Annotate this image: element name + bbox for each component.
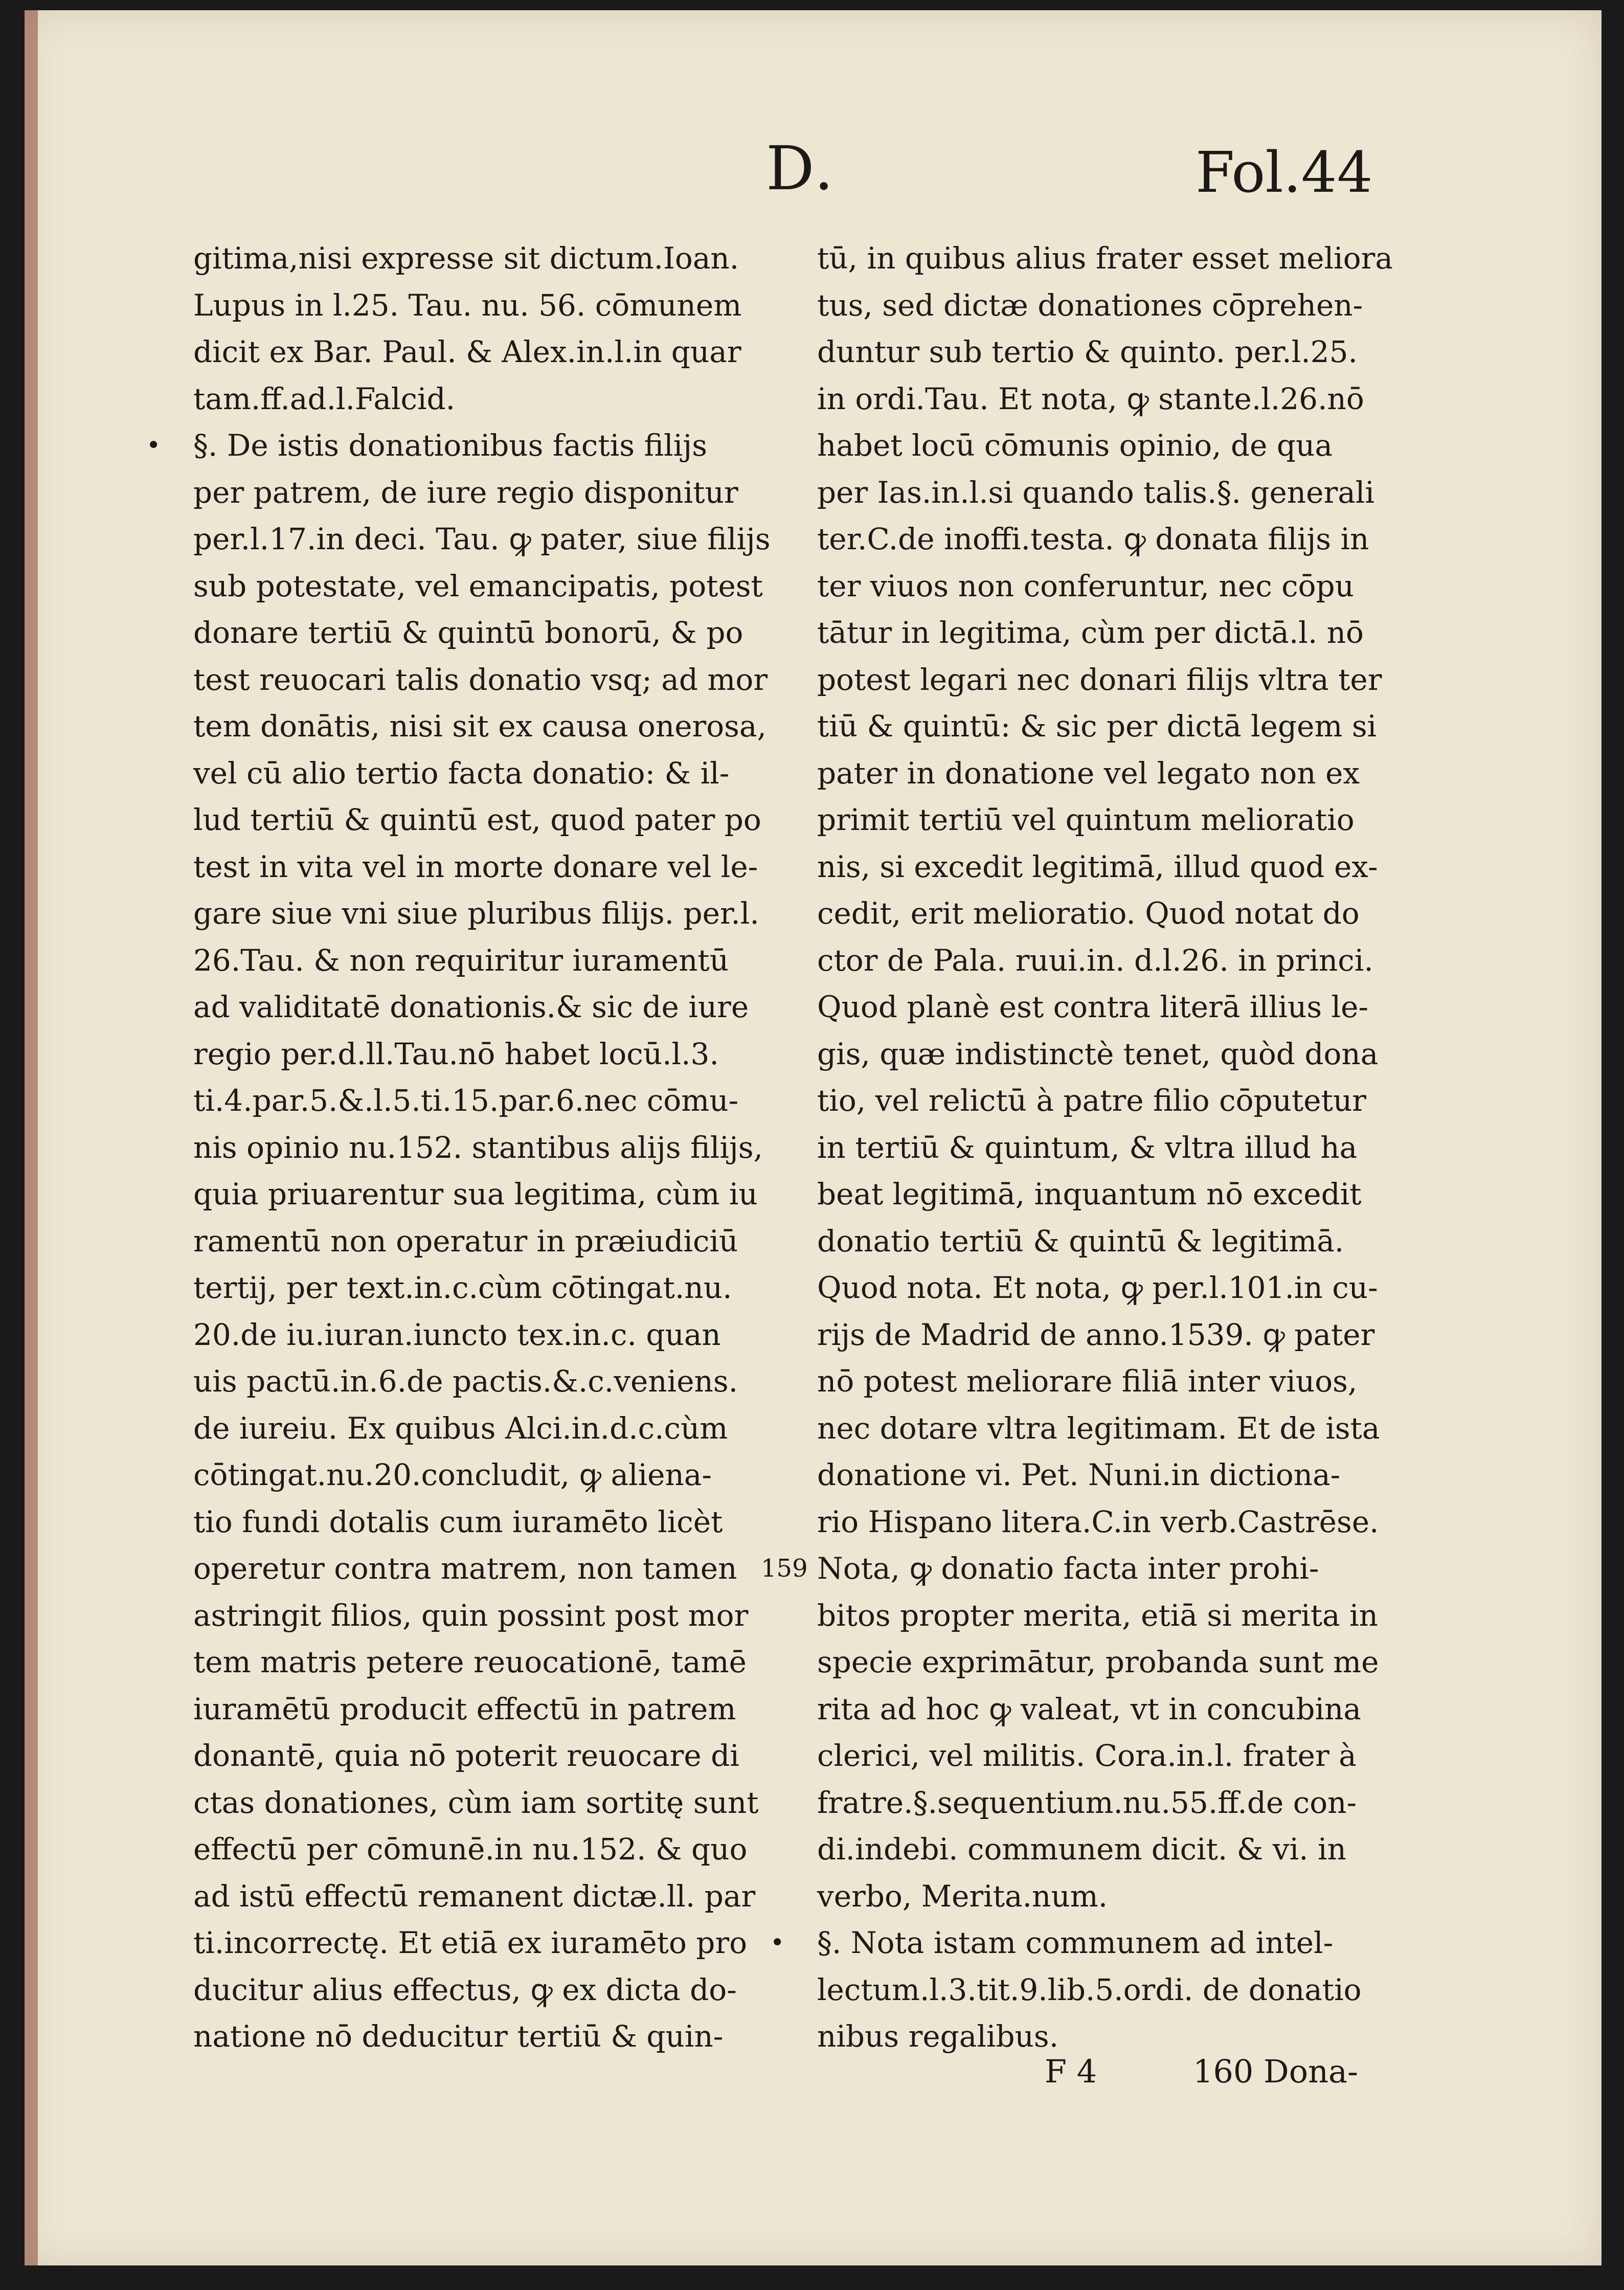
line-text: iuramētū producit effectū in patrem <box>193 1691 736 1726</box>
text-line <box>817 1077 1410 1125</box>
text-line <box>817 329 1410 376</box>
text-line <box>817 984 1410 1031</box>
text-line <box>193 329 786 376</box>
right-text-column <box>761 235 1410 2060</box>
line-text: tio fundi dotalis cum iuramēto licèt <box>193 1504 723 1539</box>
line-text: dicit ex Bar. Paul. & Alex.in.l.in quar <box>193 334 741 369</box>
text-line <box>193 2013 786 2060</box>
line-text: tem donātis, nisi sit ex causa onerosa, <box>193 709 766 744</box>
text-line <box>817 1967 1410 2014</box>
text-line <box>817 937 1410 984</box>
line-text: gitima,nisi expresse sit dictum.Ioan. <box>193 241 739 276</box>
text-line <box>193 844 786 891</box>
text-line <box>817 1686 1410 1733</box>
text-line <box>817 844 1410 891</box>
line-text: sub potestate, vel emancipatis, potest <box>193 568 763 603</box>
text-line <box>817 1873 1410 1920</box>
line-text: quia priuarentur sua legitima, cùm iu <box>193 1177 758 1211</box>
text-line <box>193 1920 786 1967</box>
line-text: per.l.17.in deci. Tau. ꝙ pater, siue filijs <box>193 522 771 556</box>
text-line <box>817 1171 1410 1218</box>
line-text: tam.ff.ad.l.Falcid. <box>193 381 456 416</box>
binding-edge <box>25 10 38 2265</box>
line-text: rita ad hoc ꝙ valeat, vt in concubina <box>817 1691 1361 1726</box>
line-text: nec dotare vltra legitimam. Et de ista <box>817 1410 1380 1446</box>
text-line <box>817 422 1410 469</box>
line-text: verbo, Merita.num. <box>817 1878 1108 1914</box>
text-line <box>761 1545 1410 1592</box>
text-line <box>817 1405 1410 1452</box>
line-text: lud tertiū & quintū est, quod pater po <box>193 802 761 837</box>
signature-mark: F 4 <box>1045 2053 1097 2090</box>
line-text: cōtingat.nu.20.concludit, ꝙ aliena- <box>193 1457 712 1492</box>
text-line <box>193 1826 786 1873</box>
text-line <box>817 1592 1410 1640</box>
running-head-letter: D. <box>766 133 836 204</box>
text-line <box>146 422 786 469</box>
line-text: vel cū alio tertio facta donatio: & il- <box>193 755 730 791</box>
text-line <box>193 984 786 1031</box>
text-line <box>193 703 786 750</box>
line-text: gis, quæ indistinctè tenet, quòd dona <box>817 1036 1379 1071</box>
text-line <box>817 797 1410 844</box>
text-line <box>817 750 1410 797</box>
line-text: tio, vel relictū à patre filio cōputetur <box>817 1083 1367 1118</box>
paragraph-bullet-icon: • <box>770 1928 785 1957</box>
folio-number: Fol.44 <box>1196 140 1373 205</box>
text-line <box>817 1031 1410 1078</box>
text-line <box>193 1780 786 1827</box>
text-line <box>193 516 786 563</box>
text-line <box>193 376 786 423</box>
text-line <box>817 1358 1410 1405</box>
text-line <box>817 516 1410 563</box>
line-text: test in vita vel in morte donare vel le- <box>193 849 758 884</box>
line-text: Quod nota. Et nota, ꝙ per.l.101.in cu- <box>817 1270 1378 1305</box>
line-text: beat legitimā, inquantum nō excedit <box>817 1177 1362 1211</box>
line-text: in tertiū & quintum, & vltra illud ha <box>817 1130 1358 1165</box>
text-line <box>193 563 786 610</box>
line-text: donatio tertiū & quintū & legitimā. <box>817 1223 1344 1259</box>
line-text: Nota, ꝙ donatio facta inter prohi- <box>817 1551 1319 1586</box>
text-line <box>817 1452 1410 1499</box>
line-text: lectum.l.3.tit.9.lib.5.ordi. de donatio <box>817 1972 1362 2007</box>
text-line <box>817 1733 1410 1780</box>
line-text: rio Hispano litera.C.in verb.Castrēse. <box>817 1504 1379 1539</box>
text-line <box>817 610 1410 657</box>
line-text: ad validitatē donationis.& sic de iure <box>193 990 749 1024</box>
margin-number: 159 <box>761 1554 808 1583</box>
text-line <box>193 1873 786 1920</box>
line-text: ramentū non operatur in præiudiciū <box>193 1223 738 1259</box>
line-text: 26.Tau. & non requiritur iuramentū <box>193 942 729 978</box>
text-line <box>193 1031 786 1078</box>
left-text-column <box>146 235 786 2060</box>
text-line <box>193 797 786 844</box>
line-text: tus, sed dictæ donationes cōprehen- <box>817 287 1363 323</box>
text-line <box>193 1358 786 1405</box>
text-line <box>817 657 1410 704</box>
line-text: pater in donatione vel legato non ex <box>817 755 1360 791</box>
text-line <box>817 1639 1410 1686</box>
line-text: Quod planè est contra literā illius le- <box>817 990 1369 1024</box>
line-text: §. Nota istam communem ad intel- <box>817 1925 1334 1960</box>
line-text: nis opinio nu.152. stantibus alijs filijs, <box>193 1130 763 1165</box>
text-line <box>193 1218 786 1265</box>
text-line <box>817 1125 1410 1172</box>
text-line <box>193 1686 786 1733</box>
text-line <box>817 469 1410 517</box>
line-text: donantē, quia nō poterit reuocare di <box>193 1738 739 1773</box>
text-line <box>193 1312 786 1359</box>
text-line <box>193 1405 786 1452</box>
line-text: 20.de iu.iuran.iuncto tex.in.c. quan <box>193 1317 721 1352</box>
line-text: ad istū effectū remanent dictæ.ll. par <box>193 1878 756 1914</box>
text-line <box>193 1967 786 2014</box>
line-text: §. De istis donationibus factis filijs <box>193 428 707 463</box>
line-text: tem matris petere reuocationē, tamē <box>193 1645 747 1679</box>
paragraph-bullet-icon: • <box>146 431 161 460</box>
line-text: ctor de Pala. ruui.in. d.l.26. in princi. <box>817 942 1373 978</box>
line-text: nis, si excedit legitimā, illud quod ex- <box>817 849 1378 884</box>
line-text: de iureiu. Ex quibus Alci.in.d.c.cùm <box>193 1410 728 1446</box>
text-line <box>193 610 786 657</box>
line-text: potest legari nec donari filijs vltra ter <box>817 662 1382 697</box>
text-line <box>817 376 1410 423</box>
line-text: in ordi.Tau. Et nota, ꝙ stante.l.26.nō <box>817 381 1364 416</box>
line-text: operetur contra matrem, non tamen <box>193 1551 737 1586</box>
line-text: habet locū cōmunis opinio, de qua <box>817 428 1333 463</box>
text-line <box>193 1639 786 1686</box>
line-text: cedit, erit melioratio. Quod notat do <box>817 896 1360 931</box>
line-text: ctas donationes, cùm iam sortitę sunt <box>193 1785 759 1820</box>
line-text: fratre.§.sequentium.nu.55.ff.de con- <box>817 1785 1357 1820</box>
line-text: tū, in quibus alius frater esset meliora <box>817 241 1393 276</box>
line-text: clerici, vel militis. Cora.in.l. frater à <box>817 1738 1357 1773</box>
line-text: test reuocari talis donatio vsq; ad mor <box>193 662 768 697</box>
text-line <box>193 890 786 937</box>
line-text: bitos propter merita, etiā si merita in <box>817 1598 1378 1633</box>
line-text: uis pactū.in.6.de pactis.&.c.veniens. <box>193 1364 738 1399</box>
book-page <box>25 10 1602 2265</box>
line-text: primit tertiū vel quintum melioratio <box>817 802 1355 837</box>
line-text: duntur sub tertio & quinto. per.l.25. <box>817 334 1358 369</box>
text-line <box>817 563 1410 610</box>
line-text: natione nō deducitur tertiū & quin- <box>193 2019 724 2054</box>
text-line <box>193 469 786 517</box>
text-line <box>193 1452 786 1499</box>
text-line <box>193 937 786 984</box>
text-line <box>193 750 786 797</box>
text-line <box>817 1265 1410 1312</box>
text-line <box>817 703 1410 750</box>
line-text: gare siue vni siue pluribus filijs. per.l. <box>193 896 759 931</box>
text-line <box>193 1592 786 1640</box>
line-text: tertij, per text.in.c.cùm cōtingat.nu. <box>193 1270 732 1305</box>
text-line <box>193 1125 786 1172</box>
text-line <box>817 1780 1410 1827</box>
line-text: ti.4.par.5.&.l.5.ti.15.par.6.nec cōmu- <box>193 1083 739 1118</box>
text-line <box>193 282 786 329</box>
line-text: ti.incorrectę. Et etiā ex iuramēto pro <box>193 1925 748 1960</box>
line-text: di.indebi. communem dicit. & vi. in <box>817 1832 1346 1867</box>
line-text: specie exprimātur, probanda sunt me <box>817 1645 1379 1679</box>
line-text: regio per.d.ll.Tau.nō habet locū.l.3. <box>193 1036 719 1071</box>
line-text: rijs de Madrid de anno.1539. ꝙ pater <box>817 1317 1375 1352</box>
text-line <box>817 1499 1410 1546</box>
text-line <box>770 1920 1410 1967</box>
text-line <box>193 1171 786 1218</box>
text-line <box>193 1265 786 1312</box>
text-line <box>817 1218 1410 1265</box>
line-text: donare tertiū & quintū bonorū, & po <box>193 615 743 650</box>
text-line <box>193 1077 786 1125</box>
line-text: tiū & quintū: & sic per dictā legem si <box>817 709 1377 744</box>
text-line <box>193 235 786 282</box>
line-text: tātur in legitima, cùm per dictā.l. nō <box>817 615 1364 650</box>
line-text: effectū per cōmunē.in nu.152. & quo <box>193 1832 748 1867</box>
line-text: nō potest meliorare filiā inter viuos, <box>817 1364 1358 1399</box>
catchword: 160 Dona- <box>1193 2053 1358 2090</box>
text-line <box>817 890 1410 937</box>
line-text: donatione vi. Pet. Nuni.in dictiona- <box>817 1457 1341 1492</box>
text-line <box>817 235 1410 282</box>
text-line <box>193 1499 786 1546</box>
line-text: ter.C.de inoffi.testa. ꝙ donata filijs in <box>817 522 1369 556</box>
text-line <box>817 1312 1410 1359</box>
text-line <box>193 1545 786 1592</box>
text-line <box>817 1826 1410 1873</box>
line-text: ter viuos non conferuntur, nec cōpu <box>817 568 1355 603</box>
line-text: ducitur alius effectus, ꝙ ex dicta do- <box>193 1972 737 2007</box>
text-line <box>193 657 786 704</box>
text-line <box>817 282 1410 329</box>
line-text: Lupus in l.25. Tau. nu. 56. cōmunem <box>193 287 742 323</box>
text-line <box>193 1733 786 1780</box>
line-text: per patrem, de iure regio disponitur <box>193 475 738 510</box>
line-text: astringit filios, quin possint post mor <box>193 1598 749 1633</box>
line-text: per Ias.in.l.si quando talis.§. generali <box>817 475 1374 510</box>
line-text: nibus regalibus. <box>817 2019 1059 2054</box>
